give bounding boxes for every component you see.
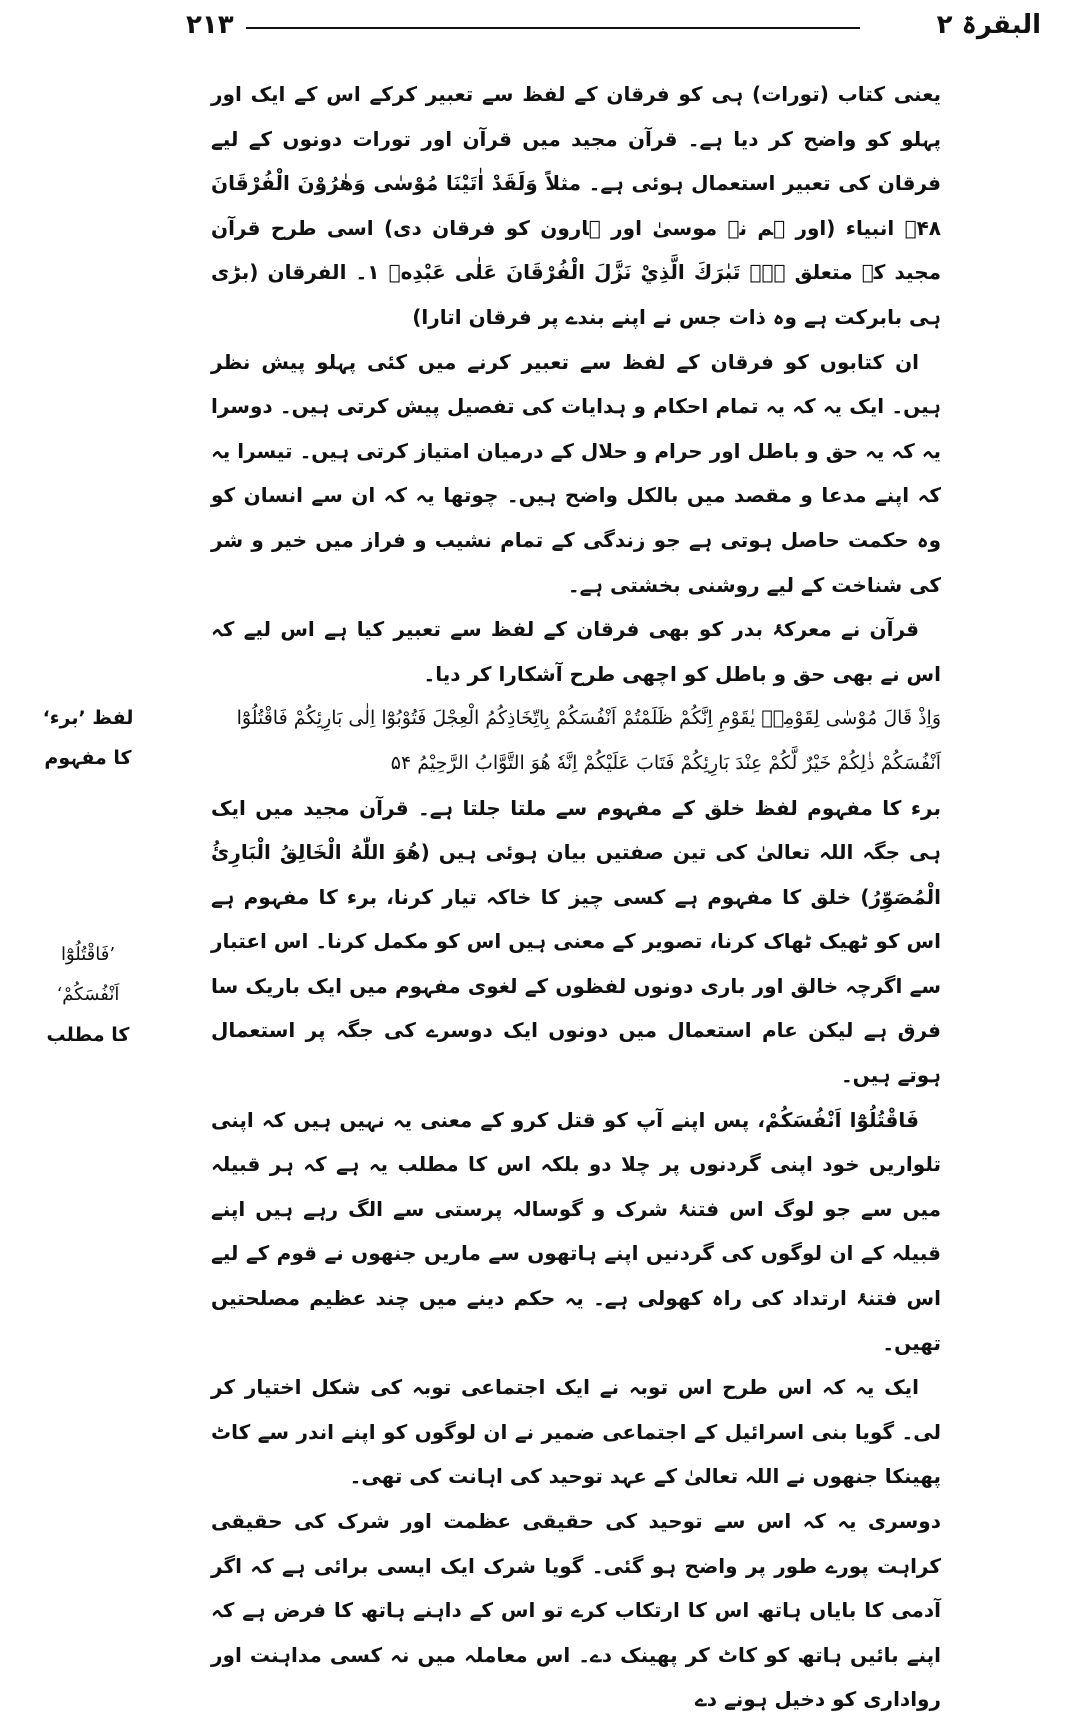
margin-note-line: کا مطلب	[46, 1024, 130, 1046]
paragraph-7: دوسری یہ کہ اس سے توحید کی حقیقی عظمت اور شرک کی حقیقی کراہت پورے طور پر واضح ہو گئی۔ گویا شرک ایک ایسی برائی ہے کہ اگر آدمی کا بایاں ہاتھ اس کا ارتکاب کرے تو اس کے داہنے ہاتھ کا فرض ہے کہ اپنے بائیں ہاتھ کو کاٹ کر پھینک دے۔ اس معاملہ میں نہ کسی مداہنت اور رواداری کو دخیل ہونے دے	[211, 1509, 941, 1712]
margin-note-bara	[33, 698, 143, 778]
paragraph-1: یعنی کتاب (تورات) ہی کو فرقان کے لفظ سے تعبیر کرکے اس کے ایک اور پہلو کو واضح کر دیا ہے۔ قرآن مجید میں قرآن اور تورات دونوں کے لیے فرقان کی تعبیر استعمال ہوئی ہے۔ مثلاً وَلَقَدْ اٰتَيْنَا مُوْسٰى وَهٰرُوْنَ الْفُرْقَانَ ۴۸۔ انبیاء (اور ہم نے موسیٰ اور ہارون کو فرقان دی) اسی طرح قرآن مجید کے متعلق ہے۔ تَبٰرَكَ الَّذِيْ نَزَّلَ الْفُرْقَانَ عَلٰى عَبْدِهٖ ۱۔ الفرقان (بڑی ہی بابرکت ہے وہ ذات جس نے اپنے بندے پر فرقان اتارا)	[211, 82, 941, 329]
margin-note-line: کا مفہوم	[44, 747, 132, 769]
paragraph-2: ان کتابوں کو فرقان کے لفظ سے تعبیر کرنے میں کئی پہلو پیش نظر ہیں۔ ایک یہ کہ یہ تمام احکام و ہدایات کی تفصیل پیش کرتی ہیں۔ دوسرا یہ کہ یہ حق و باطل اور حرام و حلال کے درمیان امتیاز کرتی ہیں۔ تیسرا یہ کہ اپنے مدعا و مقصد میں بالکل واضح ہیں۔ چوتھا یہ کہ ان سے انسان کو وہ حکمت حاصل ہوتی ہے جو زندگی کے تمام نشیب و فراز میں خیر و شر کی شناخت کے لیے روشنی بخشتی ہے۔	[211, 349, 941, 597]
paragraph-5: فَاقْتُلُوْٓا اَنْفُسَكُمْ، پس اپنے آپ کو قتل کرو کے معنی یہ نہیں ہیں کہ اپنی تلواریں خود اپنی گردنوں پر چلا دو بلکہ اس کا مطلب یہ ہے کہ ہر قبیلہ میں سے جو لوگ اس فتنۂ شرک و گوسالہ پرستی سے الگ رہے ہیں اپنے قبیلہ کے ان لوگوں کی گردنیں اپنے ہاتھوں سے ماریں جنھوں نے قوم کے لیے اس فتنۂ ارتداد کی راہ کھولی ہے۔ یہ حکم دینے میں چند عظیم مصلحتیں تھیں۔	[211, 1107, 941, 1355]
running-head-surah: البقرۃ ۲	[936, 10, 1041, 40]
paragraph-4: برء کا مفہوم لفظ خلق کے مفہوم سے ملتا جلتا ہے۔ قرآن مجید میں ایک ہی جگہ اللہ تعالیٰ کی تین صفتیں بیان ہوئی ہیں (هُوَ اللّٰهُ الْخَالِقُ الْبَارِئُ الْمُصَوِّرُ) خلق کا مفہوم ہے کسی چیز کا خاکہ تیار کرنا، برء کا مفہوم ہے اس کو ٹھیک ٹھاک کرنا، تصویر کے معنی ہیں اس کو مکمل کرنا۔ اس اعتبار سے اگرچہ خالق اور باری دونوں لفظوں کے لغوی مفہوم میں ایک باریک سا فرق ہے لیکن عام استعمال میں دونوں ایک دوسرے کی جگہ پر استعمال ہوتے ہیں۔	[211, 795, 941, 1088]
page-number: ۲۱۳	[186, 10, 234, 40]
margin-note-line: لفظ ’برء‘	[42, 707, 134, 729]
paragraph-6: ایک یہ کہ اس طرح اس توبہ نے ایک اجتماعی توبہ کی شکل اختیار کر لی۔ گویا بنی اسرائیل کے اجتماعی ضمیر نے ان لوگوں کو اپنے اندر سے کاٹ پھینکا جنھوں نے اللہ تعالیٰ کے عہد توحید کی اہانت کی تھی۔	[211, 1375, 941, 1489]
margin-note-line: اَنْفُسَكُمْ‘	[56, 984, 120, 1005]
page-header	[0, 0, 1071, 52]
margin-note-line: ’فَاقْتُلُوْٓا	[60, 944, 116, 965]
margin-note-faqtulu	[33, 935, 143, 1055]
main-text	[211, 72, 941, 1712]
paragraph-3: قرآن نے معرکۂ بدر کو بھی فرقان کے لفظ سے تعبیر کیا ہے اس لیے کہ اس نے بھی حق و باطل کو اچھی طرح آشکارا کر دیا۔	[211, 617, 941, 686]
header-rule	[246, 27, 860, 29]
quran-verse: وَاِذْ قَالَ مُوْسٰى لِقَوْمِهٖ يٰقَوْمِ اِنَّكُمْ ظَلَمْتُمْ اَنْفُسَكُمْ بِاتِّخَاذِكُمُ الْعِجْلَ فَتُوْبُوْٓا اِلٰى بَارِئِكُمْ فَاقْتُلُوْٓا اَنْفُسَكُمْ ذٰلِكُمْ خَيْرٌ لَّكُمْ عِنْدَ بَارِئِكُمْ فَتَابَ عَلَيْكُمْ اِنَّهٗ هُوَ التَّوَّابُ الرَّحِيْمُ ۵۴	[236, 707, 941, 774]
